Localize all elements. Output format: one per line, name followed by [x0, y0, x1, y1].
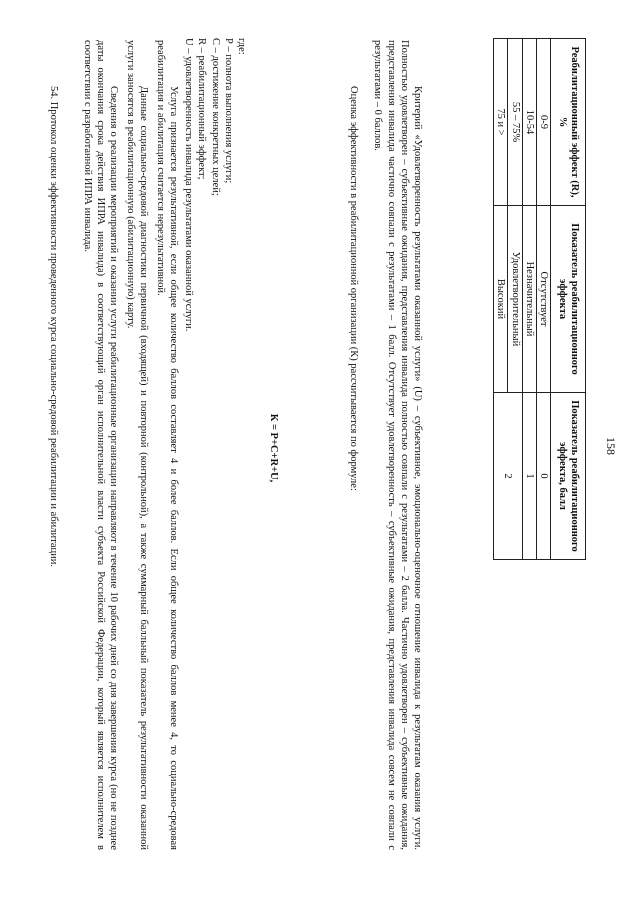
table-cell-range: 55 – 75% [508, 39, 522, 206]
legend-where: где: [236, 38, 247, 55]
rehabilitation-effect-table [493, 38, 586, 560]
table-row [508, 39, 522, 560]
document-page [20, 8, 620, 888]
table-header-cell: Показатель реабилитационного эффекта, балл [551, 393, 586, 560]
table-cell-score: 0 [536, 393, 550, 560]
formula: К = Р+С+R+U, [268, 413, 279, 483]
formula-legend [182, 38, 248, 331]
legend-item: U – удовлетворенность инвалида результатами оказанной услуги. [183, 38, 195, 332]
legend-item: Р – полнота выполнения услуги; [222, 38, 234, 184]
assessment-paragraph: Оценка эффективности в реабилитационной организации (К) рассчитывается по формуле: [348, 86, 359, 491]
item-54-paragraph: 54. Протокол оценки эффективности проведенного курса социально-средовой реабилитации и абилитации. [48, 86, 59, 567]
table-cell-range: 75 и > [494, 39, 508, 206]
table-header-cell: Показатель реабилитационного эффекта [551, 206, 586, 393]
legend-item: R – реабилитационный эффект; [196, 38, 208, 180]
table-row [536, 39, 550, 560]
table-cell-indicator: Высокий [494, 206, 508, 393]
table-header-cell: Реабилитационный эффект (R), % [551, 39, 586, 206]
page-number: 158 [604, 437, 618, 455]
table-row [522, 39, 536, 560]
table-cell-range: 0-9 [536, 39, 550, 206]
table-header-row [551, 39, 586, 560]
result-paragraph: Услуга признается результативной, если общее количество баллов составляет 4 и более баллов. Если общее количество баллов менее 4, то социально-средовая реабилитация и абилитация считается нерезультативной. [154, 40, 179, 850]
table-cell-score: 1 [522, 393, 536, 560]
legend-item: С – достижение конкретных целей; [209, 38, 221, 196]
table-cell-score: 2 [494, 393, 522, 560]
data-paragraph: Данные социально-средовой диагностики первичной (входящей) и повторной (контрольной), а также суммарный балльный показатель результативности оказанной услуги заносятся в реабилитационную (абилитационную) карту. [124, 40, 149, 850]
table-cell-indicator: Незначительный [522, 206, 536, 393]
table-cell-range: 10-54 [522, 39, 536, 206]
info-paragraph: Сведения о реализации мероприятий и оказании услуги реабилитационные организации направляют в течение 10 рабочих дней со дня завершения курса (но не позднее даты окончания срока действия ИПРА инвалида) в соответствующий орган исполнительной власти субъекта Российской Федерации, который является исполнителем в соответствии с разработанной ИПРА инвалида. [81, 40, 119, 850]
criterion-paragraph: Критерий «Удовлетворенность результатами оказанной услуги» (U) – субъективное, эмоционально-оценочное отношение инвалида к результатам оказания услуги. Полностью удовлетворен – субъективные ожидания, представления инвалида полностью совпали с результатами – 2 балла. Частично удовлетворен – субъективные ожидания, представления инвалида частично совпали с результатами – 1 балл. Отсутствует удовлетворенность – субъективные ожидания, представления инвалида совсем не совпали с результатами – 0 баллов. [372, 40, 423, 850]
table-cell-indicator: Отсутствует [536, 206, 550, 393]
table-cell-indicator: Удовлетворительный [508, 206, 522, 393]
